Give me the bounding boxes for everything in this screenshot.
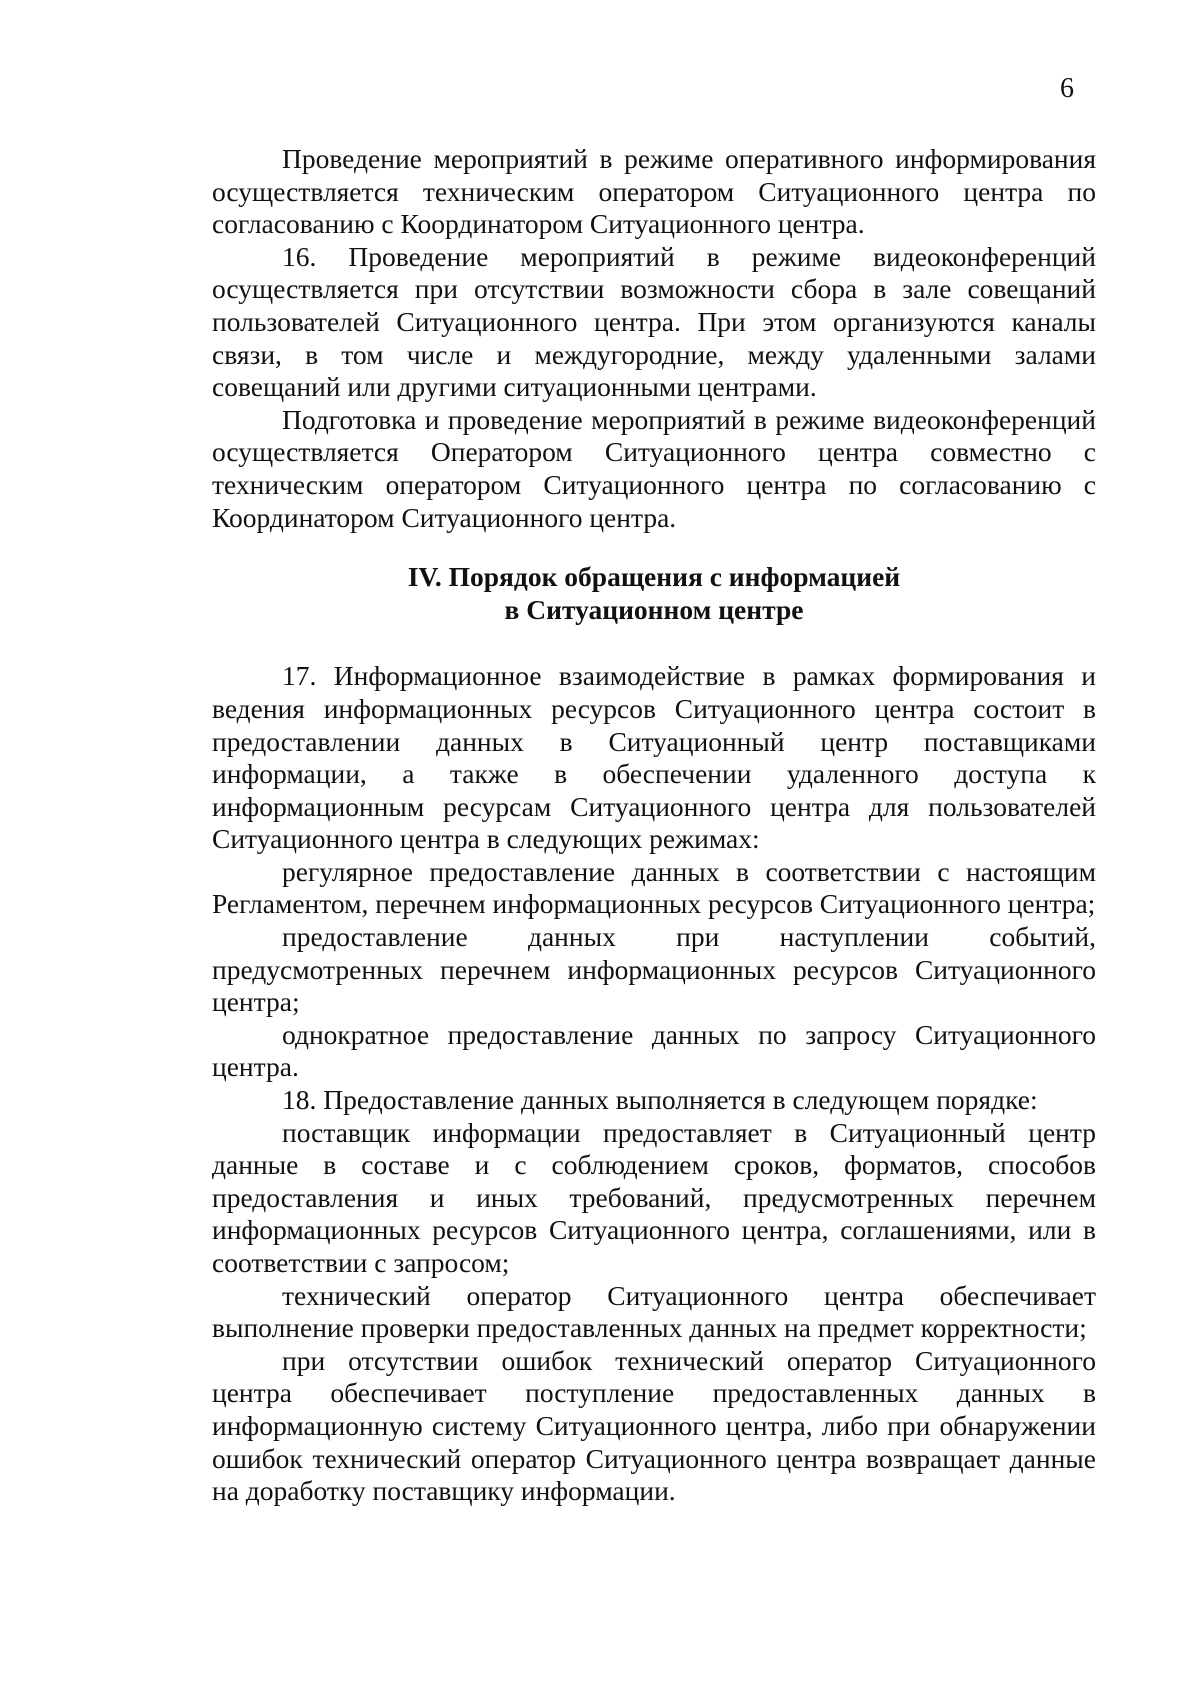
paragraph-16-videoconference: 16. Проведение мероприятий в режиме видеоконференций осуществляется при отсутствии возможности сбора в зале совещаний пользователей Ситуационного центра. При этом организуются каналы связи, в том числе и междугородние, между удаленными залами совещаний или другими ситуационными центрами. [212, 240, 1096, 403]
section-heading [212, 561, 1096, 626]
paragraph-operator-checks: технический оператор Ситуационного центра обеспечивает выполнение проверки предоставленных данных на предмет корректности; [212, 1279, 1096, 1344]
paragraph-operative-info: Проведение мероприятий в режиме оперативного информирования осуществляется техническим оператором Ситуационного центра по согласованию с Координатором Ситуационного центра. [212, 143, 1096, 240]
section-heading-line-1: IV. Порядок обращения с информацией [407, 561, 901, 593]
paragraph-17-interaction: 17. Информационное взаимодействие в рамках формирования и ведения информационных ресурсов Ситуационного центра состоит в предоставлении данных в Ситуационный центр поставщиками информации, а также в обеспечении удаленного доступа к информационным ресурсам Ситуационного центра для пользователей Ситуационного центра в следующих режимах: [212, 660, 1096, 855]
document-body [212, 143, 1096, 1508]
paragraph-18-order: 18. Предоставление данных выполняется в следующем порядке: [282, 1084, 1038, 1116]
paragraph-regular-provision: регулярное предоставление данных в соответствии с настоящим Регламентом, перечнем информационных ресурсов Ситуационного центра; [212, 855, 1096, 920]
section-heading-line-2: в Ситуационном центре [504, 593, 804, 625]
paragraph-preparation: Подготовка и проведение мероприятий в режиме видеоконференций осуществляется Оператором Ситуационного центра совместно с техническим оператором Ситуационного центра по согласованию с Координатором Ситуационного центра. [212, 403, 1096, 533]
paragraph-no-errors: при отсутствии ошибок технический оператор Ситуационного центра обеспечивает поступление предоставленных данных в информационную систему Ситуационного центра, либо при обнаружении ошибок технический оператор Ситуационного центра возвращает данные на доработку поставщику информации. [212, 1344, 1096, 1507]
page-number: 6 [1060, 73, 1074, 104]
paragraph-event-provision: предоставление данных при наступлении событий, предусмотренных перечнем информационных ресурсов Ситуационного центра; [212, 921, 1096, 1018]
paragraph-one-time-provision: однократное предоставление данных по запросу Ситуационного центра. [212, 1018, 1096, 1083]
paragraph-supplier-provides: поставщик информации предоставляет в Ситуационный центр данные в составе и с соблюдением сроков, форматов, способов предоставления и иных требований, предусмотренных перечнем информационных ресурсов Ситуационного центра, соглашениями, или в соответствии с запросом; [212, 1116, 1096, 1278]
